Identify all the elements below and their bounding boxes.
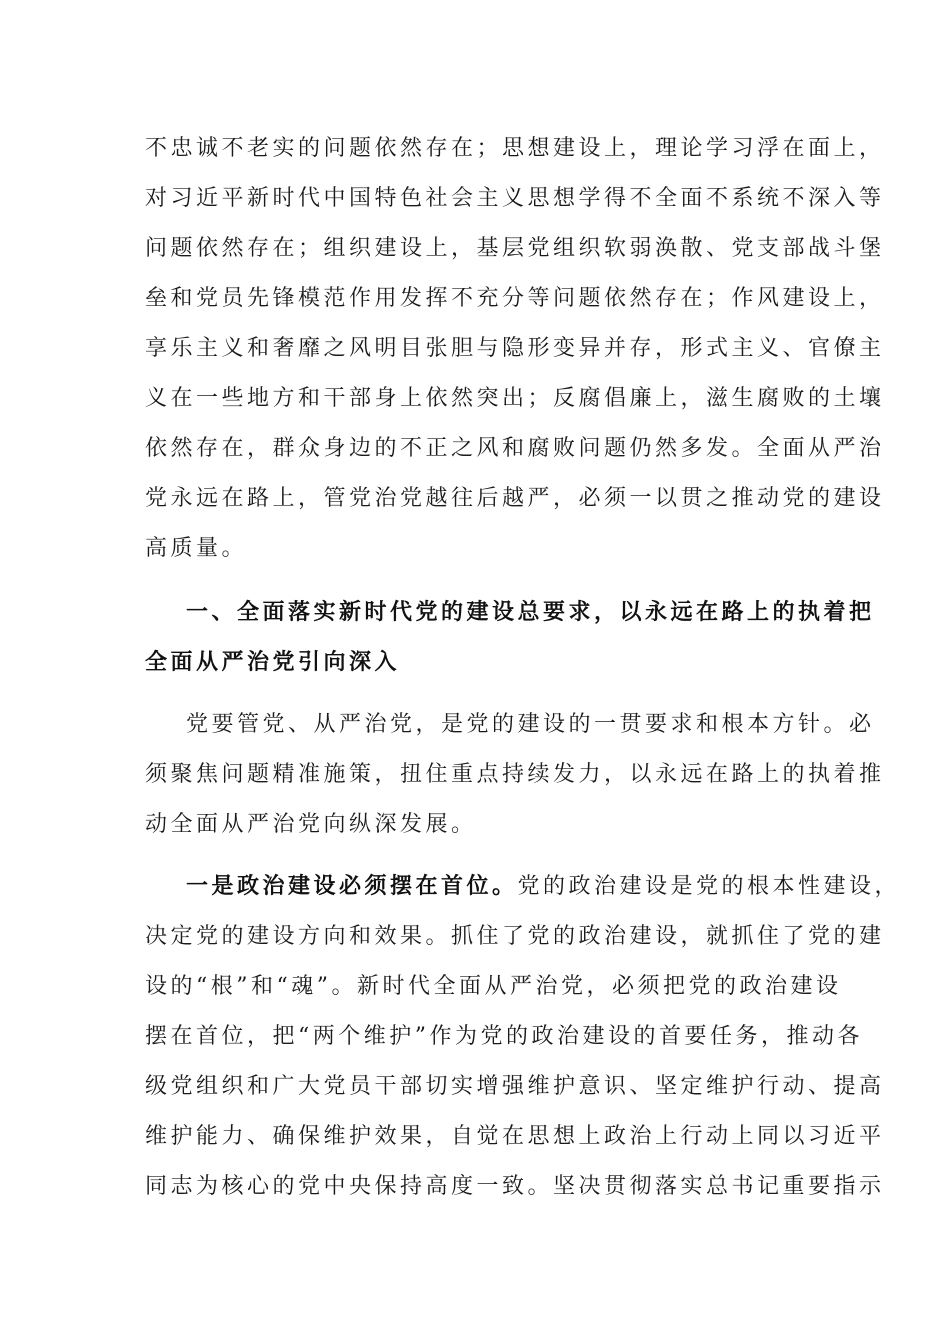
body-text-line: 享乐主义和奢靡之风明目张胆与隐形变异并存，形式主义、官僚主 bbox=[145, 336, 885, 361]
body-text-line: 义在一些地方和干部身上依然突出；反腐倡廉上，滋生腐败的土壤 bbox=[145, 386, 885, 411]
body-text-line: 问题依然存在；组织建设上，基层党组织软弱涣散、党支部战斗堡 bbox=[145, 236, 885, 261]
point-lead: 一是政治建设必须摆在首位。 bbox=[186, 874, 518, 899]
point-first-line bbox=[186, 869, 901, 905]
body-text-line: 依然存在，群众身边的不正之风和腐败问题仍然多发。全面从严治 bbox=[145, 436, 885, 461]
body-text-line: 党永远在路上，管党治党越往后越严，必须一以贯之推动党的建设 bbox=[145, 486, 885, 511]
body-text-line: 须聚焦问题精准施策，扭住重点持续发力，以永远在路上的执着推 bbox=[145, 762, 885, 787]
body-text-line: 高质量。 bbox=[145, 536, 248, 561]
body-text-line: 决定党的建设方向和效果。抓住了党的政治建设，就抓住了党的建 bbox=[145, 924, 885, 949]
point-text: 党的政治建设是党的根本性建设， bbox=[517, 874, 901, 899]
body-text-line: 级党组织和广大党员干部切实增强维护意识、坚定维护行动、提高 bbox=[145, 1074, 885, 1099]
section-heading: 一、全面落实新时代党的建设总要求，以永远在路上的执着把 bbox=[186, 600, 875, 625]
body-text-line: 对习近平新时代中国特色社会主义思想学得不全面不系统不深入等 bbox=[145, 186, 885, 211]
body-text-line: 同志为核心的党中央保持高度一致。坚决贯彻落实总书记重要指示 bbox=[145, 1174, 885, 1199]
body-text-line: 垒和党员先锋模范作用发挥不充分等问题依然存在；作风建设上， bbox=[145, 286, 885, 311]
body-text-line: 动全面从严治党向纵深发展。 bbox=[145, 812, 477, 837]
body-text-line: 党要管党、从严治党，是党的建设的一贯要求和根本方针。必 bbox=[186, 712, 875, 737]
body-text-line: 维护能力、确保维护效果，自觉在思想上政治上行动上同以习近平 bbox=[145, 1124, 885, 1149]
body-text-line: 摆在首位，把“两个维护”作为党的政治建设的首要任务，推动各 bbox=[145, 1024, 863, 1049]
section-heading: 全面从严治党引向深入 bbox=[145, 650, 401, 675]
body-text-line: 不忠诚不老实的问题依然存在；思想建设上，理论学习浮在面上， bbox=[145, 136, 885, 161]
body-text-line: 设的“根”和“魂”。新时代全面从严治党，必须把党的政治建设 bbox=[145, 974, 842, 999]
